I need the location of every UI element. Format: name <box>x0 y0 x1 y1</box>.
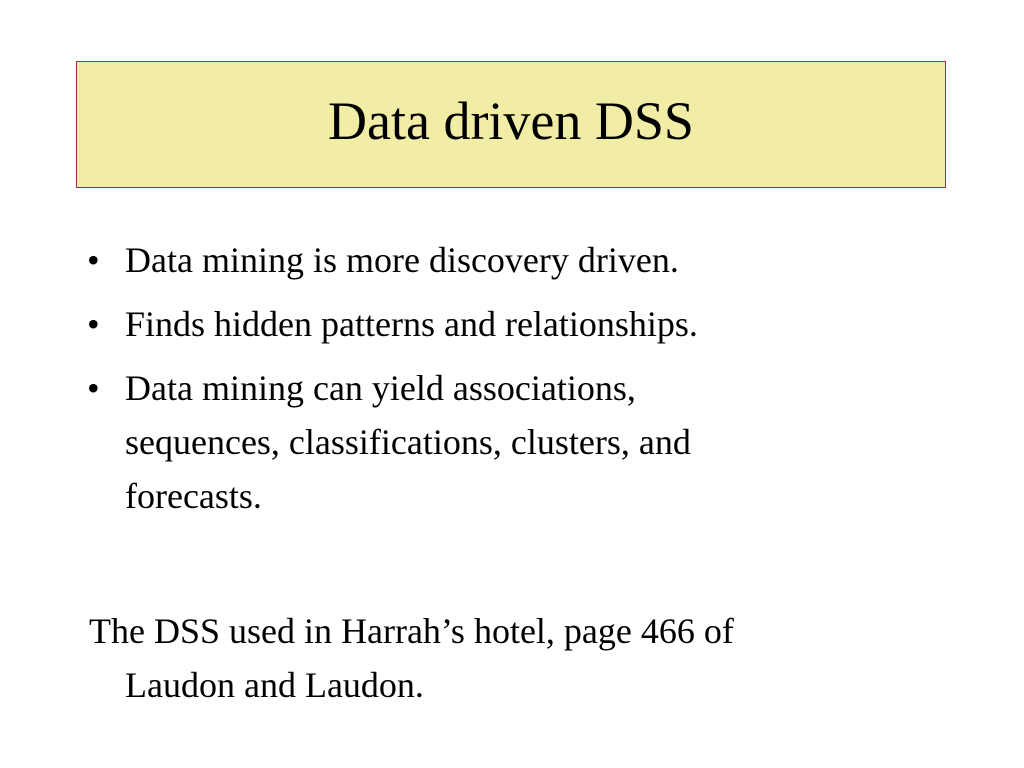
slide-title: Data driven DSS <box>328 90 694 151</box>
bullet-item-discovery <box>84 233 944 287</box>
reference-note-line: Laudon and Laudon. <box>125 665 424 705</box>
bullet-text-line: Data mining can yield associations, <box>125 368 636 408</box>
bullet-dot-icon: • <box>87 304 100 344</box>
bullet-text <box>125 361 944 523</box>
title-box <box>76 61 946 188</box>
bullet-text: Finds hidden patterns and relationships. <box>125 304 698 344</box>
bullet-text: Data mining is more discovery driven. <box>125 240 679 280</box>
bullet-list <box>84 233 944 533</box>
bullet-dot-icon: • <box>87 368 100 408</box>
bullet-text-line: forecasts. <box>125 476 262 516</box>
bullet-item-patterns <box>84 297 944 351</box>
reference-note <box>89 604 949 712</box>
reference-note-line: The DSS used in Harrah’s hotel, page 466 of <box>89 611 734 651</box>
bullet-item-associations <box>84 361 944 523</box>
bullet-dot-icon: • <box>87 240 100 280</box>
bullet-text-line: sequences, classifications, clusters, and <box>125 422 691 462</box>
